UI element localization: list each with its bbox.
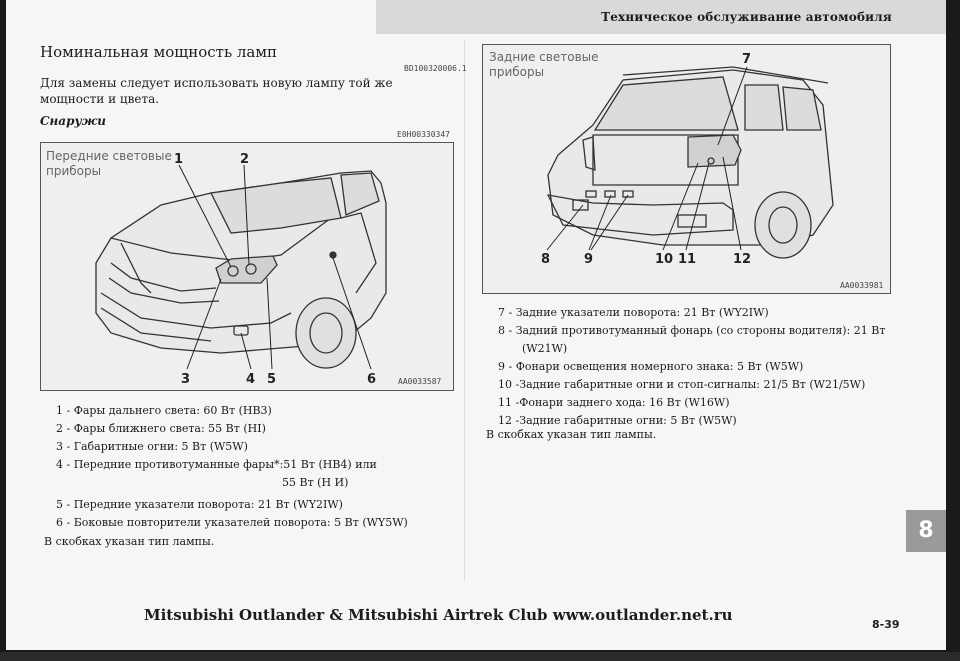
callout-4: 4 <box>246 372 256 387</box>
rear-item-9: 9 - Фонари освещения номерного знака: 5 Вт (W5W) <box>498 360 804 373</box>
front-item-2: 2 - Фары ближнего света: 55 Вт (HI) <box>56 422 266 435</box>
rear-figure-label: Задние световые приборы <box>489 50 599 79</box>
front-item-4: 4 - Передние противотуманные фары*:51 Вт (НВ4) или <box>56 458 377 471</box>
rear-item-10: 10 -Задние габаритные огни и стоп-сигналы: 21/5 Вт (W21/5W) <box>498 378 866 391</box>
intro-text: Для замены следует использовать новую лампу той же мощности и цвета. <box>40 76 393 106</box>
front-figure-label: Передние световые приборы <box>46 149 172 178</box>
callout-1: 1 <box>174 152 184 167</box>
scan-edge <box>0 652 960 661</box>
callout-10: 10 <box>655 252 674 267</box>
front-item-6: 6 - Боковые повторители указателей поворота: 5 Вт (WY5W) <box>56 516 408 529</box>
callout-2: 2 <box>240 152 250 167</box>
rear-lamp-list <box>498 304 885 430</box>
callout-5: 5 <box>267 372 277 387</box>
header-band <box>376 0 946 34</box>
front-item-5: 5 - Передние указатели поворота: 21 Вт (WY2IW) <box>56 498 343 511</box>
front-item-4-cont: 55 Вт (Н И) <box>282 476 349 489</box>
front-note: В скобках указан тип лампы. <box>44 535 215 548</box>
front-item-3: 3 - Габаритные огни: 5 Вт (W5W) <box>56 440 248 453</box>
rear-figure-code: AA0033981 <box>840 281 884 290</box>
rear-item-8: 8 - Задний противотуманный фонарь (со стороны водителя): 21 Вт <box>498 324 886 337</box>
front-lights-figure <box>40 142 454 391</box>
callout-6: 6 <box>367 372 377 387</box>
front-figure-code: AA0033587 <box>398 377 442 386</box>
rear-item-12: 12 -Задние габаритные огни: 5 Вт (W5W) <box>498 414 737 427</box>
section-title: Номинальная мощность ламп <box>40 43 278 61</box>
manual-page <box>6 0 946 650</box>
page-number: 8-39 <box>872 618 900 631</box>
footer-club-text: Mitsubishi Outlander & Mitsubishi Airtrek Club www.outlander.net.ru <box>144 606 733 624</box>
front-lamp-list <box>56 402 408 532</box>
rear-item-8-cont: (W21W) <box>522 342 568 355</box>
column-divider <box>464 40 465 580</box>
rear-item-11: 11 -Фонари заднего хода: 16 Вт (W16W) <box>498 396 730 409</box>
callout-3: 3 <box>181 372 191 387</box>
callout-8: 8 <box>541 252 551 267</box>
subhead-code: E0H00330347 <box>397 130 450 139</box>
callout-7: 7 <box>742 52 752 67</box>
front-item-1: 1 - Фары дальнего света: 60 Вт (НВ3) <box>56 404 272 417</box>
front-car-drawing <box>41 143 453 390</box>
rear-note: В скобках указан тип лампы. <box>486 428 657 441</box>
callout-12: 12 <box>733 252 752 267</box>
callout-9: 9 <box>584 252 594 267</box>
rear-lights-figure <box>482 44 891 294</box>
rear-car-drawing <box>483 45 890 293</box>
subhead: Снаружи <box>40 114 107 128</box>
chapter-tab: 8 <box>906 510 946 552</box>
header-title: Техническое обслуживание автомобиля <box>601 10 892 24</box>
callout-11: 11 <box>678 252 697 267</box>
rear-item-7: 7 - Задние указатели поворота: 21 Вт (WY2IW) <box>498 306 769 319</box>
section-code: BD100320006.1 <box>404 64 467 73</box>
